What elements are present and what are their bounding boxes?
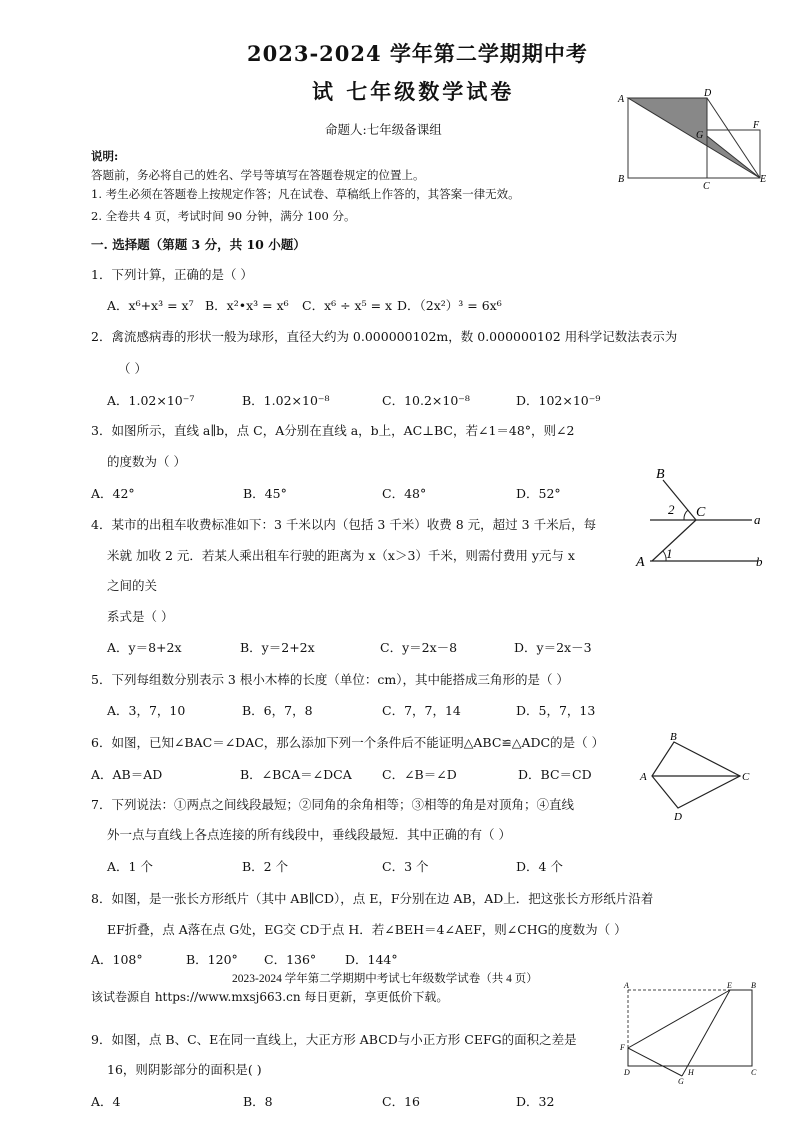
label-F: F	[620, 1043, 625, 1052]
instruction-line: 2. 全卷共 4 页，考试时间 90 分钟，满分 100 分。	[91, 209, 356, 223]
figure-q6-kite	[638, 728, 758, 824]
label-D: D	[674, 811, 682, 823]
question-stem: 9．如图，点 B、C、E在同一直线上，大正方形 ABCD与小正方形 CEFG的面积之差是	[91, 1032, 577, 1047]
option-b: B．1.02×10⁻⁸	[242, 393, 330, 408]
angle-2-arc	[684, 510, 688, 520]
option-a: A．108°	[91, 952, 143, 967]
quad-abcd	[652, 742, 740, 808]
option-a: A．x⁶+x³ = x⁷	[107, 298, 194, 313]
page-title-line2: 试 七年级数学试卷	[312, 79, 515, 104]
instructions-heading: 说明:	[91, 149, 119, 163]
segment-eg	[682, 990, 730, 1076]
option-d: D．32	[516, 1094, 555, 1109]
fold-line-ef	[628, 990, 730, 1048]
question-stem: 4．某市的出租车收费标准如下：3 千米以内（包括 3 千米）收费 8 元，超过 3 千米后，每	[91, 517, 597, 532]
question-stem-cont: 的度数为（ ）	[107, 454, 186, 469]
question-stem: 7．下列说法：①两点之间线段最短；②同角的余角相等；③相等的角是对顶角；④直线	[91, 797, 574, 812]
option-c: C．16	[382, 1094, 420, 1109]
option-d: D．5，7，13	[516, 703, 596, 718]
label-G: G	[678, 1077, 684, 1086]
label-D: D	[624, 1068, 630, 1077]
option-a: A．1 个	[107, 859, 153, 874]
shaded-region	[628, 98, 760, 178]
source-line: 该试卷源自 https://www.mxsj663.cn 每日更新，享更低价下载。	[91, 990, 449, 1004]
option-c: C．136°	[264, 952, 317, 967]
option-a: A．y＝8+2x	[107, 640, 182, 655]
option-c: C．∠B＝∠D	[382, 767, 457, 782]
question-stem: 8．如图，是一张长方形纸片（其中 AB∥CD），点 E，F分别在边 AB，AD上．把这张长方形纸片沿着	[91, 891, 654, 906]
page-title: 2023-2024 学年第二学期期中考	[247, 41, 588, 66]
option-c: C．y＝2x－8	[380, 640, 458, 655]
option-b: B．45°	[243, 486, 287, 501]
instruction-line: 1. 考生必须在答题卷上按规定作答；凡在试卷、草稿纸上作答的，其答案一律无效。	[91, 187, 520, 201]
label-2: 2	[668, 502, 675, 517]
label-b: b	[756, 554, 763, 569]
label-C: C	[742, 771, 750, 783]
figure-top-squares	[610, 86, 790, 190]
option-a: A．4	[91, 1094, 121, 1109]
label-B: B	[751, 981, 756, 990]
option-d: D．4 个	[516, 859, 563, 874]
option-b: B．2 个	[242, 859, 289, 874]
figure-q3-parallel-lines	[630, 462, 770, 572]
option-c: C．10.2×10⁻⁸	[382, 393, 470, 408]
page-footer: 2023-2024 学年第二学期期中考试七年级数学试卷（共 4 页）	[232, 973, 538, 985]
option-d: D．102×10⁻⁹	[516, 393, 601, 408]
label-E: E	[727, 981, 732, 990]
option-b: B．∠BCA＝∠DCA	[240, 767, 352, 782]
option-d: D．144°	[345, 952, 398, 967]
option-b: B．y＝2+2x	[240, 640, 315, 655]
option-b: B．x²•x³ = x⁶	[205, 298, 289, 313]
question-stem: 5．下列每组数分别表示 3 根小木棒的长度（单位：cm），其中能搭成三角形的是（ ）	[91, 672, 569, 687]
question-stem-cont: EF折叠，点 A落在点 G处，EG交 CD于点 H．若∠BEH＝4∠AEF，则∠CHG的度数为（ ）	[107, 922, 627, 937]
section-title: 一. 选择题（第题 3 分，共 10 小题）	[91, 237, 306, 252]
label-C: C	[696, 505, 706, 520]
label-A: A	[624, 981, 629, 990]
option-c: C．x⁶ ÷ x⁵ = x	[302, 298, 393, 313]
answer-paren: （ ）	[118, 361, 147, 376]
question-stem-cont: 外一点与直线上各点连接的所有线段中，垂线段最短．其中正确的有（ ）	[107, 827, 511, 842]
question-stem: 3．如图所示，直线 a∥b，点 C，A分别在直线 a，b上，AC⊥BC，若∠1＝48°，则∠2	[91, 423, 575, 438]
question-stem: 2．禽流感病毒的形状一般为球形，直径大约为 0.000000102m，数 0.000000102 用科学记数法表示为	[91, 329, 678, 344]
instruction-line: 答题前，务必将自己的姓名、学号等填写在答题卷规定的位置上。	[91, 168, 425, 182]
option-d: D．（2x²）³ = 6x⁶	[397, 298, 502, 313]
label-B: B	[618, 174, 625, 185]
author-line: 命题人:七年级备课组	[325, 122, 442, 137]
figure-q8-folded-rectangle	[614, 978, 764, 1086]
label-B: B	[670, 731, 677, 743]
option-b: B．120°	[186, 952, 238, 967]
question-stem-cont: 米就 加收 2 元．若某人乘出租车行驶的距离为 x（x＞3）千米，则需付费用 y元与 x	[107, 548, 575, 563]
option-a: A．1.02×10⁻⁷	[107, 393, 195, 408]
label-A: A	[618, 94, 625, 105]
label-a: a	[754, 512, 761, 527]
question-stem-cont: 16，则阴影部分的面积是( )	[107, 1062, 262, 1077]
option-c: C．48°	[382, 486, 427, 501]
label-E: E	[760, 174, 767, 185]
label-1: 1	[666, 546, 673, 561]
question-stem-cont: 系式是（ ）	[107, 609, 174, 624]
label-G: G	[696, 130, 704, 141]
label-B: B	[656, 467, 665, 482]
label-D: D	[704, 88, 712, 99]
segment-de	[707, 98, 760, 178]
option-c: C．7，7，14	[382, 703, 461, 718]
option-d: D．BC＝CD	[518, 767, 592, 782]
question-stem: 1．下列计算，正确的是（ ）	[91, 267, 253, 282]
label-H: H	[688, 1068, 694, 1077]
question-stem: 6．如图，已知∠BAC＝∠DAC，那么添加下列一个条件后不能证明△ABC≌△ADC的是（ ）	[91, 735, 605, 750]
option-a: A．AB＝AD	[91, 767, 163, 782]
label-F: F	[753, 120, 760, 131]
option-a: A．42°	[91, 486, 135, 501]
label-A: A	[640, 771, 647, 783]
question-stem-cont: 之间的关	[107, 578, 158, 593]
option-d: D．y＝2x－3	[514, 640, 592, 655]
option-c: C．3 个	[382, 859, 429, 874]
option-d: D．52°	[516, 486, 561, 501]
option-a: A．3，7，10	[107, 703, 186, 718]
segment-ca	[652, 520, 696, 561]
label-C: C	[703, 181, 710, 190]
option-b: B．6，7，8	[242, 703, 313, 718]
label-A: A	[636, 555, 645, 570]
option-b: B．8	[243, 1094, 273, 1109]
label-C: C	[751, 1068, 757, 1077]
rectangle-edges	[628, 990, 752, 1066]
segment-fg	[628, 1048, 682, 1076]
